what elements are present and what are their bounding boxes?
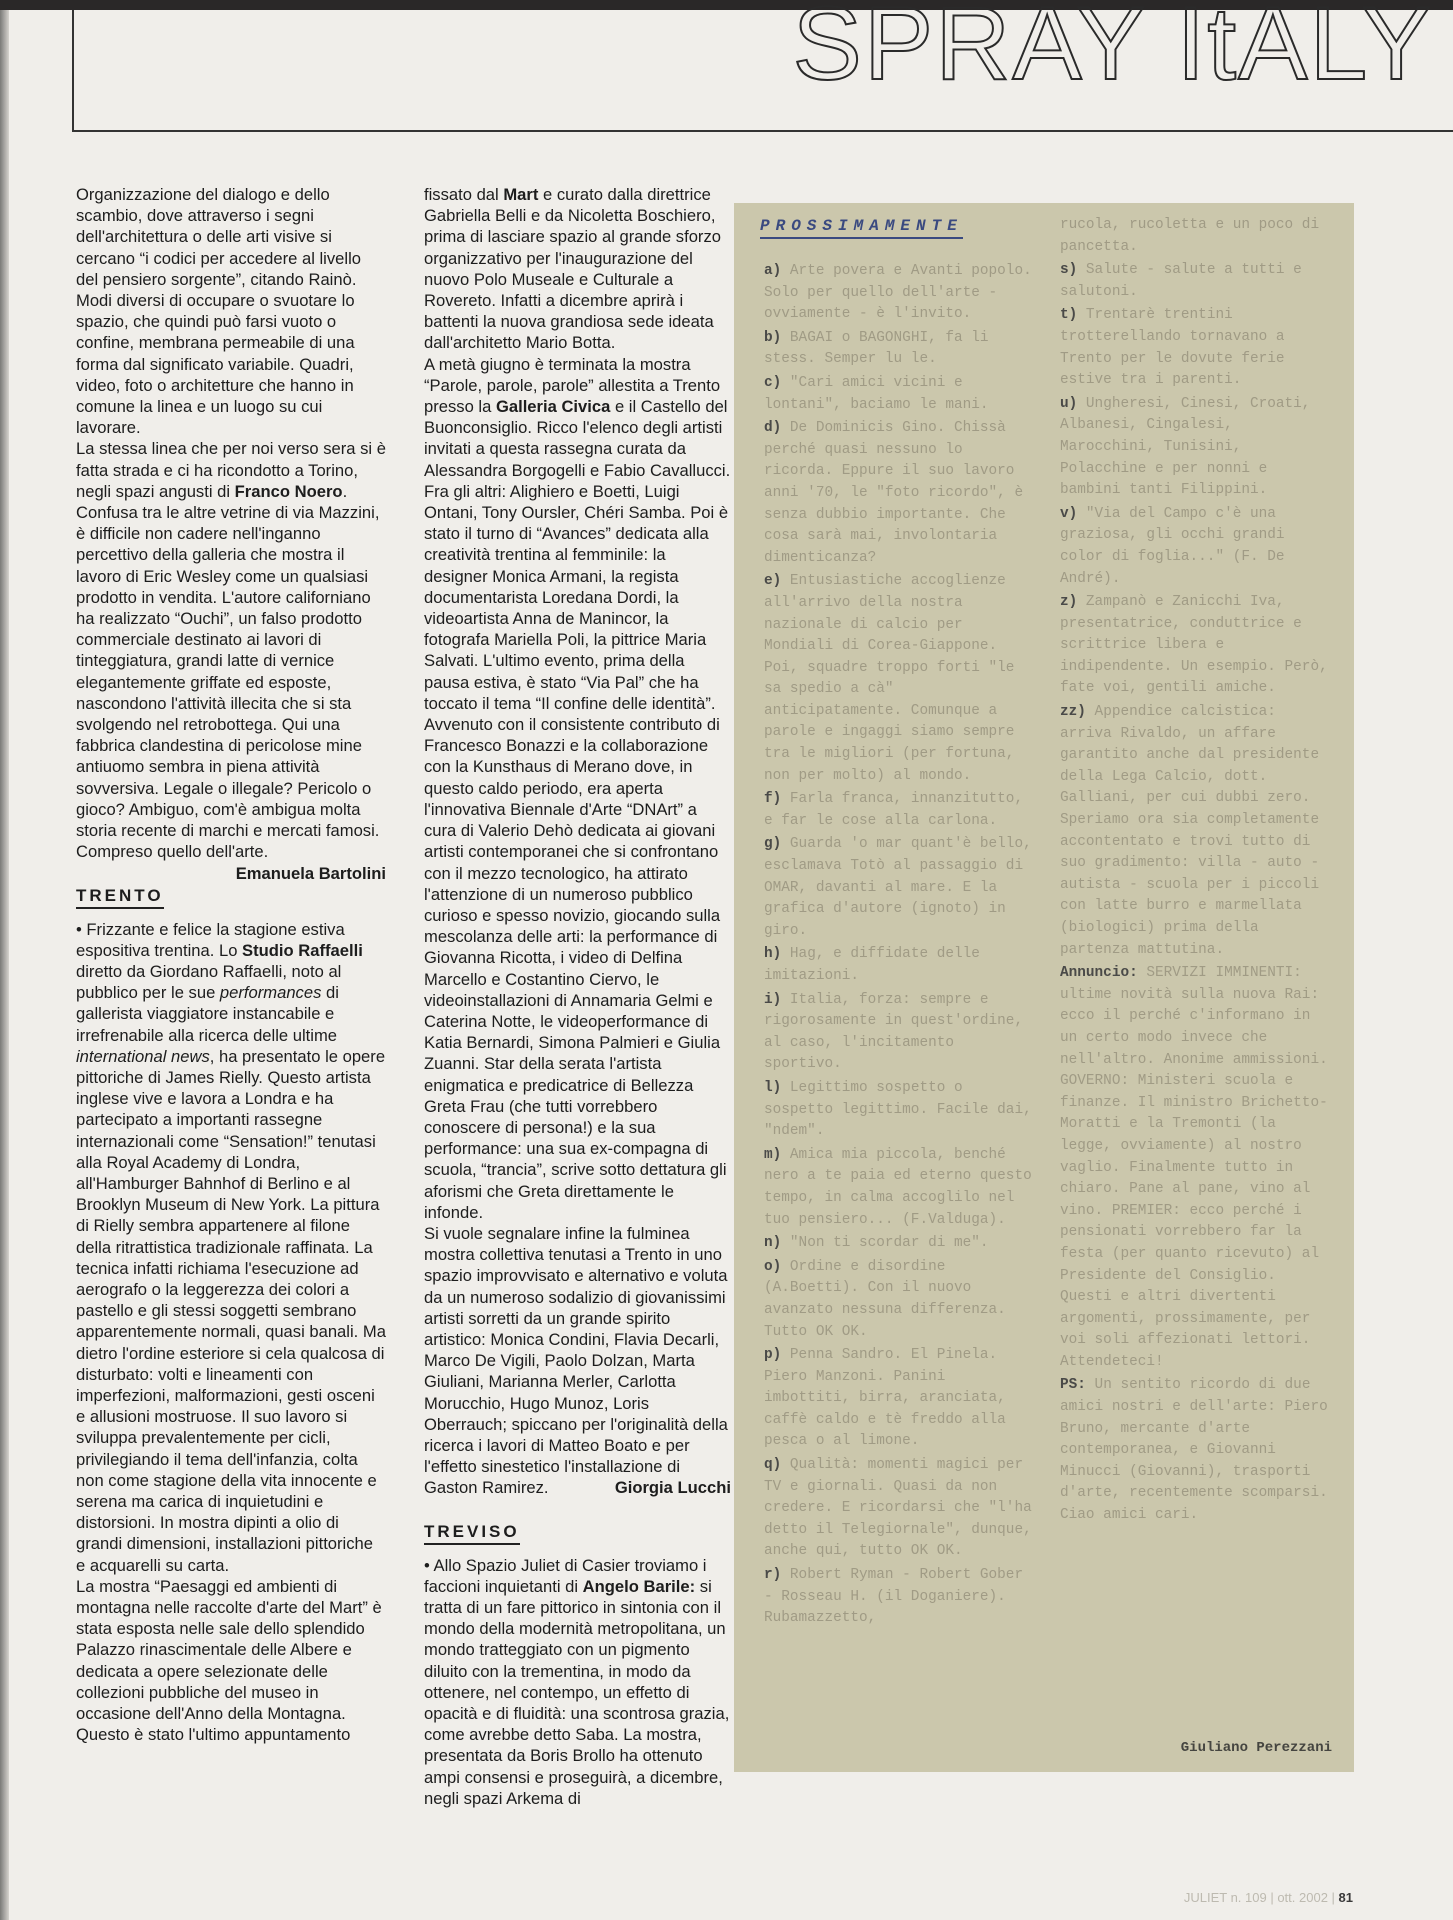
paragraph	[424, 1223, 731, 1499]
page-folio	[1184, 1890, 1353, 1905]
gallery-name: Studio Raffaelli	[242, 940, 363, 960]
entry-text: "Via del Campo c'è una graziosa, gli occhi grandi color di foglia..." (F. De André).	[1060, 505, 1285, 587]
gallery-name: Galleria Civica	[495, 397, 611, 417]
text-run: fissato dal	[424, 185, 504, 204]
entry-key: b)	[764, 329, 782, 346]
box-entry	[764, 1565, 1040, 1630]
entry-key: e)	[764, 573, 782, 590]
museum-name: Mart	[503, 185, 539, 204]
text-run: , ha presentato le opere pittoriche di James Rielly. Questo artista inglese vive e lavora a Londra e ha partecipato a importanti rassegne internazionali come “Sensation!” tenutasi alla Royal Academy di Londra, all'Hamburger Bahnhof di Berlino e al Brooklyn Museum di New York. La pittura di Rielly sembra appartenere al filone della ritrattistica tradizionale raffinata. La tecnica infatti richiama l'esecuzione ad aerografo o la leggerezza dei colori a pastello e gli stessi soggetti sembrano apparentemente normali, quasi banali. Ma dietro l'ordine esteriore si cela qualcosa di disturbato: volti e lineamenti con imperfezioni, malformazioni, gesti osceni e allusioni mostruose. Il suo lavoro si sviluppa prevalentemente per cicli, privilegiando il tema dell'infanzia, colta non come stagione della vita innocente e serena ma carica di inquietudini e distorsioni. In mostra dipinti a olio di grandi dimensioni, installazioni pittoriche e acquarelli su carta.	[76, 1046, 386, 1575]
box-column-right	[1060, 215, 1334, 1529]
box-entry	[1060, 504, 1334, 590]
section-title: SPRAY ItALY	[792, 0, 1433, 102]
box-entry	[764, 418, 1040, 569]
text-run: • Allo Spazio Juliet di Casier troviamo i faccioni inquietanti di	[424, 1555, 707, 1596]
text-run: e il Castello del Buonconsiglio. Ricco l'elenco degli artisti invitati a questa rassegna curata da Alessandra Borgogelli e Fabio Cavallucci. Fra gli altri: Alighiero e Boetti, Luigi Ontani, Tony Oursler, Chéri Samba. Poi è stato il turno di “Avances” dedicata alla creatività trentina al femminile: la designer Monica Armani, la regista documentarista Loredana Dordi, la videoartista Anna de Manincor, la fotografa Mariella Poli, la pittrice Maria Salvati. L'ultimo evento, prima della pausa estiva, è stato “Via Pal” che ha toccato il tema “Il confine delle identità”. Avvenuto con il consistente contributo di Francesco Bonazzi e la collaborazione con la Kunsthaus di Merano dove, in questo caldo periodo, era aperta l'innovativa Biennale d'Arte “DNArt” a cura di Valerio Dehò dedicata ai giovani artisti contemporanei che si confrontano con il mezzo tecnologico, ha attirato l'attenzione di un numeroso pubblico curioso e spesso novizio, giocando sulla mescolanza delle arti: la performance di Giovanna Ricotta, i video di Delfina Marcello e Costantino Ciervo, le videoinstallazioni di Annamaria Gelmi e Caterina Notte, le videoperformance di Katia Bernardi, Simona Palmieri e Giulia Zuanni. Star della serata l'artista enigmatica e predicatrice di Bellezza Greta Frau (che tutti vorrebbero conoscere di persona!) e la sua performance: una sua ex-compagna di scuola, “trancia”, scrive sotto dettatura gli aforismi che Greta direttamente le infonde.	[424, 397, 731, 1222]
entry-text: Zampanò e Zanicchi Iva, presentatrice, conduttrice e scrittrice libera e indipendente. Un esempio. Però, fate voi, gentili amiche.	[1060, 594, 1328, 697]
page-binding-edge	[0, 10, 9, 1920]
box-entry	[764, 1078, 1040, 1143]
page-number: 81	[1338, 1890, 1353, 1905]
text-run: . Confusa tra le altre vetrine di via Mazzini, è difficile non cadere nell'inganno percettivo della galleria che mostra il lavoro di Eric Wesley come un qualsiasi prodotto in vendita. L'autore californiano ha realizzato “Ouchi”, un falso prodotto commerciale destinato ai lavori di tinteggiatura, grandi latte di vernice elegantemente griffate ed esposte, nascondono l'attività illecita che si sta svolgendo nel retrobottega. Qui una fabbrica clandestina di pericolose mine antiuomo sembra in piena attività sovversiva. Legale o illegale? Pericolo o gioco? Ambiguo, com'è ambigua molta storia recente di marchi e mercati famosi. Compreso quello dell'arte.	[76, 481, 380, 862]
entry-key: l)	[764, 1079, 782, 1096]
entry-key: PS:	[1060, 1377, 1086, 1394]
box-entry	[1060, 394, 1334, 502]
entry-key: v)	[1060, 505, 1078, 522]
entry-text: Robert Ryman - Robert Gober - Rosseau H. (il Doganiere). Rubamazzetto,	[764, 1567, 1024, 1627]
box-entry	[764, 1257, 1040, 1343]
entry-key: n)	[764, 1235, 782, 1252]
paragraph	[424, 354, 731, 1223]
entry-text: Salute - salute a tutti e salutoni.	[1060, 262, 1302, 300]
entry-key: q)	[764, 1457, 782, 1474]
author-signature: Emanuela Bartolini	[235, 863, 386, 883]
entry-text: Ordine e disordine (A.Boetti). Con il nuovo avanzato nessuna differenza. Tutto OK OK.	[764, 1258, 1006, 1340]
text-column-2	[424, 184, 731, 1809]
box-entry	[1060, 592, 1334, 700]
entry-key: Annuncio:	[1060, 965, 1138, 982]
entry-text: Penna Sandro. El Pinela. Piero Manzoni. Panini imbottiti, birra, aranciata, caffè caldo e tè freddo alla pesca o al limone.	[764, 1347, 1006, 1450]
box-entry	[1060, 305, 1334, 391]
folio-text: JULIET n. 109 | ott. 2002 |	[1183, 1890, 1339, 1905]
entry-text: Legittimo sospetto o sospetto legittimo. Facile dai, "ndem".	[764, 1079, 1032, 1140]
box-entry	[764, 944, 1040, 987]
entry-key: c)	[764, 374, 782, 391]
entry-key: o)	[764, 1258, 782, 1275]
box-entry	[1060, 702, 1334, 961]
entry-text: Guarda 'o mar quant'è bello, esclamava Totò al passaggio di OMAR, davanti al mare. E la grafica d'autore (ignoto) in giro.	[764, 836, 1032, 939]
box-entry	[764, 990, 1040, 1076]
entry-text: Entusiastiche accoglienze all'arrivo della nostra nazionale di calcio per Mondiali di Corea-Giappone. Poi, squadre troppo forti "le sa spedio a cà" anticipatamente. Comunque a parole e ingaggi siamo sempre tra le migliori (per fortuna, non per molto) al mondo.	[764, 573, 1015, 784]
box-entry	[764, 1145, 1040, 1231]
text-run: • Frizzante e felice la stagione estiva espositiva trentina. Lo	[76, 919, 345, 960]
text-run: e curato dalla direttrice Gabriella Belli e da Nicoletta Boschiero, prima di lasciare spazio al grande sforzo organizzativo per l'inaugurazione del nuovo Polo Museale e Culturale a Rovereto. Infatti a dicembre aprirà i battenti la nuova grandiosa sede ideata dall'architetto Mario Botta.	[424, 185, 721, 353]
paragraph	[424, 184, 731, 354]
entry-key: p)	[764, 1347, 782, 1364]
paragraph	[76, 438, 386, 883]
entry-key: f)	[764, 791, 782, 808]
author-signature: Giorgia Lucchi	[614, 1478, 731, 1498]
box-entry	[764, 1233, 1040, 1255]
entry-text: "Non ti scordar di me".	[781, 1235, 989, 1252]
box-signature: Giuliano Perezzani	[1180, 1740, 1332, 1756]
paragraph: Organizzazione del dialogo e dello scambio, dove attraverso i segni dell'architettura o delle arti visive si cercano “i codici per accedere al livello del pensiero sorgente”, citando Rainò. Modi diversi di occupare o svuotare lo spazio, che quindi può farsi vuoto o confine, membrana permeabile di una forma dal significato variabile. Quadri, video, foto o architetture che hanno in comune la linea e un luogo su cui lavorare.	[76, 185, 361, 438]
artist-name: Angelo Barile:	[582, 1576, 696, 1596]
section-heading-treviso: TREVISO	[424, 1521, 520, 1545]
box-title: PROSSIMAMENTE	[760, 215, 963, 239]
entry-text: Hag, e diffidate delle imitazioni.	[764, 946, 980, 984]
text-run: A metà giugno è terminata la mostra “Parole, parole, parole” allestita a Trento presso la	[424, 354, 721, 417]
box-entry	[764, 834, 1040, 942]
entry-key: t)	[1060, 307, 1078, 324]
paragraph: La mostra “Paesaggi ed ambienti di montagna nelle raccolte d'arte del Mart” è stata esposta nelle sale dello splendido Palazzo rinascimentale delle Albere e dedicata a opere selezionate delle collezioni pubbliche del museo in occasione dell'Anno della Montagna. Questo è stato l'ultimo appuntamento	[76, 1576, 382, 1745]
entry-text: SERVIZI IMMINENTI: ultime novità sulla nuova Rai: ecco il perché c'informano in un certo modo invece che nell'altro. Anonime ammissioni. GOVERNO: Ministeri scuola e finanze. Il ministro Brichetto-Moratti e la Tremonti (la legge, ovviamente) al nostro vaglio. Finalmente tutto in chiaro. Pane al pane, vino al vino. PREMIER: ecco perché i pensionati vorrebbero far la festa (per quanto ricevuto) al Presidente del Consiglio. Questi e altri divertenti argomenti, prossimamente, per voi soli affezionati lettori. Attendeteci!	[1060, 965, 1328, 1370]
gallery-name: Franco Noero	[234, 481, 343, 501]
entry-text: BAGAI o BAGONGHI, fa li stess. Semper lu le.	[764, 329, 989, 368]
box-entry	[764, 1345, 1040, 1453]
text-run: si tratta di un fare pittorico in sintonia con il mondo della modernità metropolitana, un mondo tratteggiato con un pigmento diluito con la trementina, in modo da ottenere, nel contempo, un effetto di opacità e di fluidità: una scontrosa grazia, come avrebbe detto Saba. La mostra, presentata da Boris Brollo ha ottenuto ampi consensi e proseguirà, a dicembre, negli spazi Arkema di	[424, 1576, 730, 1808]
box-column-left	[764, 261, 1040, 1632]
entry-key: u)	[1060, 395, 1078, 412]
entry-text: rucola, rucoletta e un poco di pancetta.	[1060, 217, 1320, 255]
text-run: La stessa linea che per noi verso sera si è fatta strada e ci ha ricondotto a Torino, negli spazi angusti di	[76, 439, 386, 501]
entry-text: De Dominicis Gino. Chissà perché quasi nessuno lo ricorda. Eppure il suo lavoro anni '70, le "foto ricordo", è senza dubbio importante. Che cosa sarà mai, involontaria dimenticanza?	[764, 420, 1024, 566]
entry-text: Qualità: momenti magici per TV e giornali. Quasi da non credere. E ricordarsi che "l'ha detto il Telegiornale", dunque, anche qui, tutto OK OK.	[764, 1457, 1032, 1560]
prossimamente-box	[734, 203, 1354, 1772]
box-entry	[764, 571, 1040, 787]
paragraph	[424, 1555, 731, 1809]
text-run: international news	[76, 1046, 210, 1066]
entry-key: a)	[764, 263, 782, 279]
box-entry	[764, 789, 1040, 832]
entry-text: Italia, forza: sempre e rigorosamente in quest'ordine, al caso, l'incitamento sportivo.	[764, 991, 1024, 1073]
text-column-1	[76, 184, 386, 1745]
text-run: performances	[219, 983, 322, 1003]
entry-key: z)	[1060, 594, 1078, 611]
entry-text: Trentarè trentini trotterellando tornavano a Trento per le dovute ferie estive tra i parenti.	[1060, 307, 1285, 389]
entry-key: r)	[764, 1567, 782, 1584]
entry-key: g)	[764, 836, 782, 853]
entry-key: i)	[764, 991, 782, 1008]
box-entry	[1060, 260, 1334, 303]
box-entry	[764, 373, 1040, 416]
paragraph	[76, 919, 386, 1576]
entry-text: "Cari amici vicini e lontani", baciamo le mani.	[764, 374, 989, 413]
box-entry	[764, 1455, 1040, 1563]
entry-text: Amica mia piccola, benché nero a te paia ed eterno questo tempo, in calma accoglilo nel tuo pensiero... (F.Valduga).	[764, 1146, 1032, 1228]
header-frame	[72, 0, 1453, 132]
entry-text: Un sentito ricordo di due amici nostri e dell'arte: Piero Bruno, mercante d'arte contemporanea, e Giovanni Minucci (Giovanni), trasporti d'arte, recentemente scomparsi. Ciao amici cari.	[1060, 1377, 1328, 1524]
text-run: di gallerista viaggiatore instancabile e irrefrenabile alla ricerca delle ultime	[76, 983, 339, 1045]
entry-text: Farla franca, innanzitutto, e far le cose alla carlona.	[764, 791, 1024, 829]
entry-text: Arte povera e Avanti popolo. Solo per quello dell'arte - ovviamente - è l'invito.	[764, 263, 1032, 323]
entry-key: zz)	[1060, 704, 1086, 721]
entry-text: Ungheresi, Cinesi, Croati, Albanesi, Cingalesi, Marocchini, Tunisini, Polacchine e per nonni e bambini tanti Filippini.	[1060, 395, 1311, 499]
entry-key: m)	[764, 1146, 782, 1163]
text-run: Si vuole segnalare infine la fulminea mostra collettiva tenutasi a Trento in uno spazio improvvisato e alternativo e voluta da un numeroso sodalizio di giovanissimi artisti sorretti da un grande spirito artistico: Monica Condini, Flavia Decarli, Marco De Vigili, Paolo Dolzan, Marta Giuliani, Marianna Merler, Carlotta Morucchio, Hugo Munoz, Loris Oberrauch; spiccano per l'originalità della ricerca i lavori di Matteo Boato e per l'effetto sinestetico l'installazione di Gaston Ramirez.	[424, 1223, 728, 1498]
box-entry	[764, 328, 1040, 371]
entry-text: Appendice calcistica: arriva Rivaldo, un affare garantito anche dal presidente della Lega Calcio, dott. Galliani, per cui dubbi zero. Speriamo ora sia completamente accontentato e trovi tutto di suo gradimento: villa - auto - autista - scuola per i piccoli con latte burro e marmellata (biologici) prima della partenza mattutina.	[1060, 704, 1320, 958]
entry-key: h)	[764, 946, 782, 963]
entry-key: d)	[764, 420, 782, 437]
text-run: diretto da Giordano Raffaelli, noto al pubblico per le sue	[76, 961, 342, 1003]
box-entry	[1060, 215, 1334, 258]
box-entry	[764, 261, 1040, 326]
section-heading-trento: TRENTO	[76, 885, 164, 909]
box-entry	[1060, 963, 1334, 1373]
entry-key: s)	[1060, 262, 1078, 279]
box-entry	[1060, 1375, 1334, 1526]
